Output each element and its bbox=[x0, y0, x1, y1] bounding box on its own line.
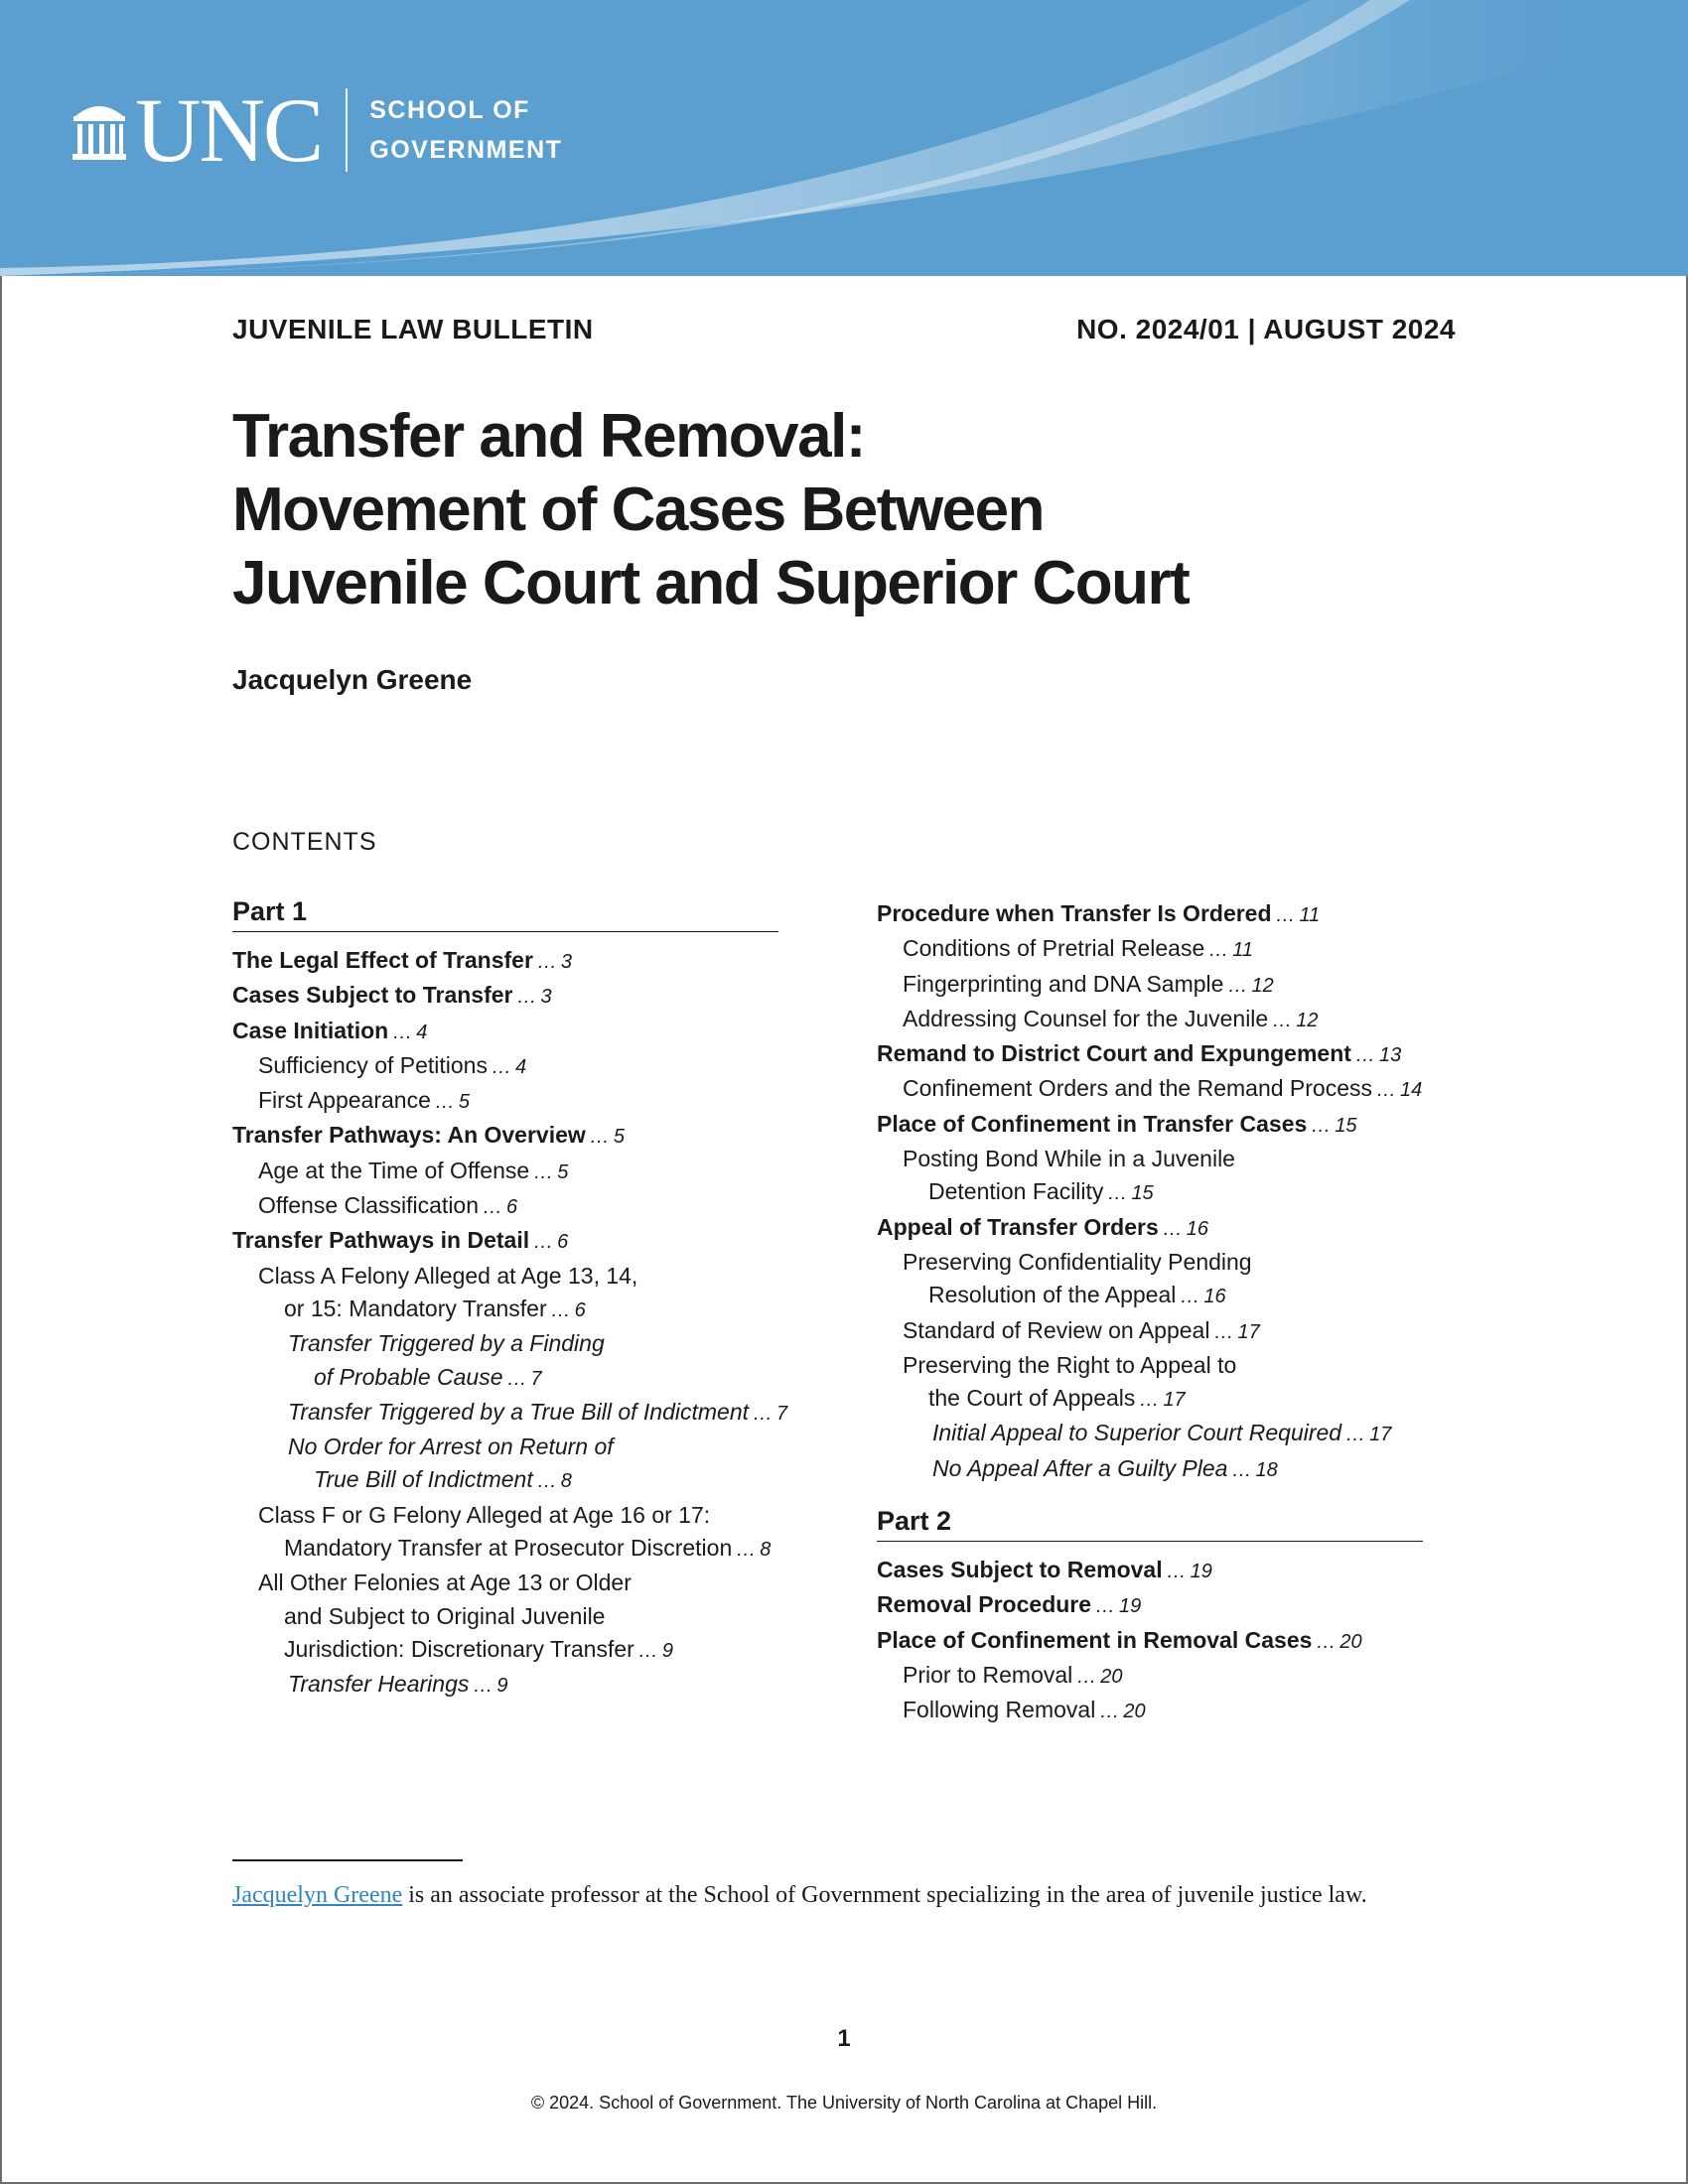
toc-leader-dots: … bbox=[532, 1470, 561, 1493]
toc-entry[interactable] bbox=[877, 897, 1433, 932]
toc-page-number: 6 bbox=[506, 1196, 518, 1219]
toc-entry[interactable] bbox=[232, 979, 788, 1014]
toc-entry[interactable] bbox=[877, 932, 1433, 967]
toc-leader-dots: … bbox=[529, 1160, 558, 1183]
toc-page-number: 12 bbox=[1296, 1009, 1319, 1031]
toc-leader-dots: … bbox=[1103, 1182, 1132, 1205]
toc-entry[interactable] bbox=[232, 1431, 788, 1463]
toc-entry-title: Posting Bond While in a Juvenile bbox=[903, 1146, 1235, 1172]
logo-divider bbox=[346, 88, 348, 172]
toc-entry[interactable] bbox=[232, 1668, 788, 1703]
toc-entry-title: Transfer Pathways: An Overview bbox=[232, 1122, 586, 1149]
toc-leader-dots: … bbox=[388, 1021, 417, 1043]
toc-page-number: 17 bbox=[1369, 1424, 1392, 1446]
toc-entry-title: Cases Subject to Transfer bbox=[232, 982, 513, 1009]
title-line-3: Juvenile Court and Superior Court bbox=[232, 549, 1190, 617]
contents-heading: CONTENTS bbox=[232, 828, 377, 856]
toc-leader-dots: … bbox=[479, 1196, 507, 1219]
toc-entry-title: Transfer Hearings bbox=[288, 1671, 470, 1698]
toc-entry[interactable] bbox=[232, 1567, 788, 1599]
part-1-heading: Part 1 bbox=[232, 893, 778, 932]
toc-leader-dots: … bbox=[502, 1367, 531, 1390]
toc-page-number: 7 bbox=[530, 1367, 542, 1390]
toc-entry[interactable] bbox=[232, 1049, 788, 1084]
toc-page-number: 13 bbox=[1378, 1044, 1402, 1067]
toc-entry[interactable] bbox=[877, 1003, 1433, 1037]
author-profile-link[interactable]: Jacquelyn Greene bbox=[232, 1882, 403, 1908]
author-name: Jacquelyn Greene bbox=[232, 664, 473, 695]
toc-entry-title: Place of Confinement in Transfer Cases bbox=[877, 1110, 1308, 1137]
toc-entry[interactable] bbox=[877, 1452, 1433, 1487]
toc-page-number: 5 bbox=[458, 1091, 471, 1114]
toc-entry-title: Transfer Triggered by a Finding bbox=[288, 1330, 605, 1357]
part-2-entries bbox=[877, 1554, 1433, 1728]
page-number: 1 bbox=[837, 2025, 851, 2052]
toc-entry[interactable] bbox=[232, 1361, 788, 1396]
logo-school-line2: GOVERNMENT bbox=[369, 136, 563, 164]
toc-page-number: 3 bbox=[540, 986, 552, 1009]
toc-leader-dots: … bbox=[1176, 1286, 1204, 1308]
bulletin-header bbox=[232, 314, 1456, 345]
toc-page-number: 12 bbox=[1251, 974, 1274, 997]
toc-entry-title: Jurisdiction: Discretionary Transfer bbox=[284, 1635, 634, 1662]
toc-leader-dots: … bbox=[1209, 1320, 1238, 1343]
footnote-rule bbox=[232, 1859, 463, 1861]
toc-entry-title: Conditions of Pretrial Release bbox=[903, 935, 1205, 962]
toc-leader-dots: … bbox=[1350, 1044, 1379, 1067]
footnote-text: is an associate professor at the School of Government specializing in the area of juvenile justice law. bbox=[402, 1882, 1367, 1908]
toc-entry-title: Age at the Time of Offense bbox=[258, 1157, 530, 1183]
toc-entry[interactable] bbox=[877, 1382, 1433, 1417]
toc-entry[interactable] bbox=[877, 968, 1433, 1003]
toc-entry-title: Class A Felony Alleged at Age 13, 14, bbox=[258, 1262, 638, 1289]
toc-page-number: 5 bbox=[557, 1160, 569, 1183]
document-title bbox=[232, 400, 1464, 620]
toc-entry[interactable] bbox=[877, 1279, 1433, 1313]
part-1-entries bbox=[232, 944, 788, 1704]
toc-entry[interactable] bbox=[232, 1260, 788, 1293]
toc-leader-dots: … bbox=[1158, 1217, 1187, 1240]
toc-entry-title: or 15: Mandatory Transfer bbox=[284, 1295, 547, 1321]
toc-entry-title: Resolution of the Appeal bbox=[928, 1282, 1177, 1308]
header-banner bbox=[0, 0, 1688, 276]
toc-entry-title: Fingerprinting and DNA Sample bbox=[903, 970, 1224, 997]
unc-sog-logo[interactable] bbox=[70, 79, 563, 181]
toc-entry-title: Procedure when Transfer Is Ordered bbox=[877, 900, 1272, 926]
toc-page-number: 18 bbox=[1255, 1458, 1278, 1481]
toc-page-number: 6 bbox=[574, 1298, 586, 1321]
toc-leader-dots: … bbox=[1271, 904, 1300, 926]
toc-page-number: 15 bbox=[1335, 1114, 1357, 1137]
logo-school-line1: SCHOOL OF bbox=[369, 96, 530, 124]
logo-unc-wordmark: UNC bbox=[135, 79, 323, 181]
toc-page-number: 16 bbox=[1203, 1286, 1226, 1308]
toc-page-number: 11 bbox=[1299, 904, 1321, 926]
toc-page-number: 20 bbox=[1100, 1665, 1123, 1688]
toc-entry[interactable] bbox=[877, 1175, 1433, 1210]
title-line-2: Movement of Cases Between bbox=[232, 476, 1044, 544]
author-footnote bbox=[232, 1880, 1464, 1910]
logo-school-name bbox=[369, 90, 562, 170]
toc-entry-title: No Appeal After a Guilty Plea bbox=[932, 1454, 1228, 1481]
toc-leader-dots: … bbox=[1162, 1561, 1191, 1583]
toc-entry-title: Mandatory Transfer at Prosecutor Discretion bbox=[284, 1535, 733, 1562]
toc-page-number: 3 bbox=[560, 951, 573, 973]
toc-entry-title: Detention Facility bbox=[928, 1178, 1104, 1205]
toc-entry[interactable] bbox=[232, 1155, 788, 1189]
toc-entry-title: Place of Confinement in Removal Cases bbox=[877, 1626, 1313, 1653]
toc-entry[interactable] bbox=[877, 1694, 1433, 1728]
toc-entry[interactable] bbox=[877, 1624, 1433, 1659]
toc-entry-title: Addressing Counsel for the Juvenile bbox=[903, 1005, 1269, 1031]
toc-left-column bbox=[232, 893, 788, 1704]
toc-leader-dots: … bbox=[529, 1231, 558, 1254]
toc-entry-title: True Bill of Indictment bbox=[314, 1466, 533, 1493]
toc-entry-title: Transfer Pathways in Detail bbox=[232, 1227, 530, 1254]
toc-leader-dots: … bbox=[1372, 1079, 1401, 1102]
toc-page-number: 7 bbox=[776, 1402, 788, 1425]
toc-page-number: 9 bbox=[496, 1675, 508, 1698]
toc-entry[interactable] bbox=[877, 1314, 1433, 1349]
toc-entry[interactable] bbox=[232, 1189, 788, 1224]
toc-entry-title: Preserving the Right to Appeal to bbox=[903, 1351, 1237, 1378]
toc-entry[interactable] bbox=[877, 1037, 1433, 1072]
toc-page-number: 6 bbox=[557, 1231, 569, 1254]
toc-entry[interactable] bbox=[232, 944, 788, 979]
toc-page-number: 15 bbox=[1131, 1182, 1154, 1205]
bulletin-series: JUVENILE LAW BULLETIN bbox=[232, 314, 594, 344]
toc-entry-title: Transfer Triggered by a True Bill of Indictment bbox=[288, 1398, 750, 1425]
toc-leader-dots: … bbox=[1091, 1595, 1120, 1618]
toc-page-number: 19 bbox=[1119, 1595, 1142, 1618]
toc-leader-dots: … bbox=[732, 1539, 761, 1562]
toc-entry-title: The Legal Effect of Transfer bbox=[232, 947, 533, 973]
toc-entry[interactable] bbox=[877, 1554, 1433, 1588]
toc-entry-title: Following Removal bbox=[903, 1697, 1096, 1723]
toc-entry[interactable] bbox=[877, 1108, 1433, 1143]
toc-entry-title: Sufficiency of Petitions bbox=[258, 1051, 488, 1078]
toc-entry[interactable] bbox=[877, 1659, 1433, 1694]
toc-entry[interactable] bbox=[232, 1499, 788, 1532]
toc-entry[interactable] bbox=[877, 1246, 1433, 1279]
toc-entry-title: Cases Subject to Removal bbox=[877, 1557, 1163, 1583]
toc-entry-title: Remand to District Court and Expungement bbox=[877, 1040, 1351, 1067]
toc-entry-title: Standard of Review on Appeal bbox=[903, 1316, 1210, 1343]
toc-page-number: 17 bbox=[1237, 1320, 1260, 1343]
toc-entry-title: Case Initiation bbox=[232, 1017, 389, 1043]
toc-entry-title: No Order for Arrest on Return of bbox=[288, 1433, 614, 1460]
toc-entry[interactable] bbox=[877, 1143, 1433, 1175]
toc-leader-dots: … bbox=[532, 951, 561, 973]
toc-entry-title: Removal Procedure bbox=[877, 1591, 1092, 1618]
old-well-icon bbox=[70, 94, 129, 166]
part-1-continued-entries bbox=[877, 897, 1433, 1487]
toc-leader-dots: … bbox=[1072, 1665, 1101, 1688]
toc-entry-title: of Probable Cause bbox=[314, 1363, 503, 1390]
toc-entry-title: and Subject to Original Juvenile bbox=[284, 1602, 606, 1629]
toc-leader-dots: … bbox=[1135, 1389, 1164, 1412]
toc-leader-dots: … bbox=[1341, 1424, 1370, 1446]
toc-leader-dots: … bbox=[749, 1402, 777, 1425]
toc-page-number: 19 bbox=[1190, 1561, 1212, 1583]
toc-entry-title: First Appearance bbox=[258, 1087, 431, 1114]
toc-entry-title: Appeal of Transfer Orders bbox=[877, 1213, 1159, 1240]
title-line-1: Transfer and Removal: bbox=[232, 402, 865, 471]
toc-leader-dots: … bbox=[1312, 1630, 1340, 1653]
toc-leader-dots: … bbox=[1204, 939, 1233, 962]
toc-leader-dots: … bbox=[487, 1055, 515, 1078]
toc-entry-title: Preserving Confidentiality Pending bbox=[903, 1248, 1252, 1275]
toc-entry[interactable] bbox=[877, 1211, 1433, 1246]
toc-page-number: 11 bbox=[1232, 939, 1254, 962]
toc-entry-title: Prior to Removal bbox=[903, 1661, 1073, 1688]
toc-page-number: 8 bbox=[760, 1539, 772, 1562]
toc-entry[interactable] bbox=[232, 1084, 788, 1119]
toc-entry[interactable] bbox=[232, 1633, 788, 1668]
toc-page-number: 8 bbox=[560, 1470, 572, 1493]
toc-entry[interactable] bbox=[877, 1588, 1433, 1623]
toc-leader-dots: … bbox=[1095, 1701, 1124, 1723]
toc-entry[interactable] bbox=[232, 1224, 788, 1259]
toc-page-number: 4 bbox=[416, 1021, 428, 1043]
toc-entry[interactable] bbox=[232, 1327, 788, 1360]
toc-leader-dots: … bbox=[1268, 1009, 1297, 1031]
toc-page-number: 20 bbox=[1339, 1630, 1362, 1653]
toc-entry[interactable] bbox=[232, 1293, 788, 1327]
copyright-notice: © 2024. School of Government. The University of North Carolina at Chapel Hill. bbox=[530, 2093, 1158, 2113]
toc-leader-dots: … bbox=[430, 1091, 459, 1114]
toc-entry[interactable] bbox=[232, 1119, 788, 1154]
toc-leader-dots: … bbox=[1307, 1114, 1336, 1137]
toc-page-number: 9 bbox=[661, 1639, 673, 1662]
bulletin-issue: NO. 2024/01 | AUGUST 2024 bbox=[1076, 314, 1456, 344]
toc-entry[interactable] bbox=[232, 1396, 788, 1431]
toc-page-number: 16 bbox=[1186, 1217, 1209, 1240]
toc-entry[interactable] bbox=[232, 1600, 788, 1633]
toc-page-number: 20 bbox=[1123, 1701, 1146, 1723]
toc-entry[interactable] bbox=[232, 1463, 788, 1498]
toc-entry[interactable] bbox=[877, 1072, 1433, 1107]
toc-entry[interactable] bbox=[232, 1532, 788, 1567]
toc-right-column bbox=[877, 897, 1433, 1729]
toc-page-number: 5 bbox=[613, 1126, 625, 1149]
toc-entry-title: Class F or G Felony Alleged at Age 16 or 17: bbox=[258, 1501, 711, 1528]
toc-entry[interactable] bbox=[232, 1015, 788, 1049]
toc-leader-dots: … bbox=[469, 1675, 497, 1698]
toc-entry-title: Confinement Orders and the Remand Process bbox=[903, 1075, 1373, 1102]
toc-leader-dots: … bbox=[585, 1126, 614, 1149]
toc-leader-dots: … bbox=[512, 986, 541, 1009]
toc-page-number: 4 bbox=[515, 1055, 527, 1078]
toc-leader-dots: … bbox=[633, 1639, 662, 1662]
toc-entry-title: Initial Appeal to Superior Court Required bbox=[932, 1420, 1342, 1446]
toc-leader-dots: … bbox=[1227, 1458, 1256, 1481]
toc-page-number: 14 bbox=[1400, 1079, 1423, 1102]
toc-entry-title: All Other Felonies at Age 13 or Older bbox=[258, 1570, 632, 1596]
toc-leader-dots: … bbox=[1223, 974, 1252, 997]
toc-entry[interactable] bbox=[877, 1417, 1433, 1451]
toc-page-number: 17 bbox=[1163, 1389, 1186, 1412]
toc-entry-title: Offense Classification bbox=[258, 1192, 480, 1219]
toc-entry-title: the Court of Appeals bbox=[928, 1385, 1136, 1412]
toc-entry[interactable] bbox=[877, 1349, 1433, 1382]
part-2-heading: Part 2 bbox=[877, 1503, 1423, 1542]
toc-leader-dots: … bbox=[546, 1298, 575, 1321]
